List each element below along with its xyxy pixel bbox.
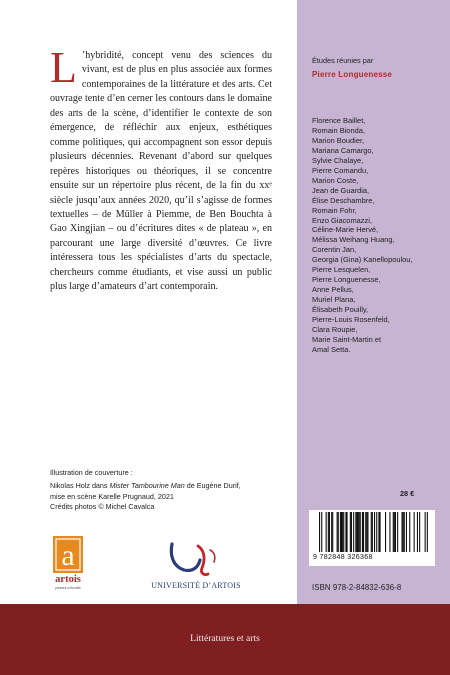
barcode-bar [356,512,357,552]
contributor-item: Pierre Longuenesse, [312,275,381,285]
barcode-bar [427,512,428,552]
barcode-bar [378,512,379,552]
barcode-bar [338,512,339,552]
contributor-item: Marion Coste, [312,175,359,185]
barcode-bar [360,512,361,552]
barcode-bar [374,512,375,552]
barcode-bar [404,512,405,552]
barcode [309,510,435,566]
barcode-bar [366,512,367,552]
back-cover-blurb [50,43,272,295]
contributor-item: Corentin Jan, [312,245,357,255]
credits-line-1 [50,481,280,491]
barcode-bar [406,512,407,552]
barcode-bar [389,512,390,552]
drop-cap: L [50,43,77,92]
contributors-list [312,116,450,355]
barcode-bar [402,512,403,552]
contributor-item: Anne Pellus, [312,285,354,295]
barcode-bar [340,512,341,552]
contributor-item: Pierre Comandu, [312,165,369,175]
contributor-item: Pierre Lesquelen, [312,265,371,275]
barcode-bar [385,512,386,552]
contributor-item: Sylvie Chalaye, [312,155,364,165]
barcode-bar [376,512,377,552]
barcode-bar [425,512,426,552]
barcode-bar [358,512,359,552]
barcode-bar [417,512,418,552]
barcode-digits: 9 782848 326368 [313,554,373,561]
barcode-bar [353,512,354,552]
barcode-bar [343,512,344,552]
barcode-bar [409,512,410,552]
collection-name: Littératures et arts [190,633,260,644]
contributor-item: Amal Setta. [312,344,351,354]
contributor-item: Jean de Guardia, [312,185,370,195]
contributor-item: Muriel Plana, [312,295,356,305]
artois-logo-tagline: presses université [55,586,81,590]
barcode-bar [329,512,330,552]
barcode-bar [372,512,373,552]
univ-logo-red-accent [210,550,215,562]
barcode-bar [342,512,343,552]
barcode-bar [350,512,351,552]
barcode-bar [319,512,320,552]
credits-work-title: Mister Tambourine Man [109,481,185,491]
barcode-bar [355,512,356,552]
barcode-bar [414,512,415,552]
barcode-bar [395,512,396,552]
credits-line-1-prefix: Nikolas Holz dans [50,481,110,491]
artois-presses-logo [50,536,87,592]
barcode-bar [371,512,372,552]
contributor-item: Élise Deschambre, [312,195,375,205]
contributor-item: Marion Boudier, [312,135,365,145]
barcode-bar [337,512,338,552]
barcode-bar [394,512,395,552]
contributor-item: Romain Bionda, [312,125,365,135]
price: 28 € [400,489,415,498]
barcode-bar [331,512,332,552]
barcode-bar [397,512,398,552]
univ-logo-blue-stroke [171,544,200,571]
barcode-bar [365,512,366,552]
contributor-item: Florence Baillet, [312,116,366,125]
credits-line-1-suffix: de Eugène Durif, [184,481,241,491]
contributor-item: Clara Roupie, [312,325,358,335]
barcode-bars [309,510,435,554]
cover-illustration-credits [50,468,280,512]
barcode-bar [403,512,404,552]
barcode-bar [393,512,394,552]
barcode-bar [351,512,352,552]
barcode-bar [362,512,363,552]
artois-logo-wordmark: artois [55,574,81,585]
contributor-item: Céline-Marie Hervé, [312,225,379,235]
contributor-item: Pierre-Louis Rosenfeld, [312,315,390,325]
barcode-bar [359,512,360,552]
barcode-bar [341,512,342,552]
contributor-item: Mariana Camargo, [312,145,374,155]
edited-by-label: Études réunies par [312,56,374,65]
barcode-bar [321,512,322,552]
contributor-item: Marie Saint-Martin et [312,334,382,344]
barcode-bar [326,512,327,552]
photo-credits: Crédits photos © Michel Cavalca [50,501,155,511]
isbn: ISBN 978-2-84832-636-8 [312,583,402,592]
barcode-bar [363,512,364,552]
contributor-item: Georgia (Gina) Kanellopoulou, [312,255,413,265]
artois-logo-letter: a [61,539,75,572]
barcode-bar [328,512,329,552]
blurb-text: ’hybridité, concept venu des sciences du vivant, est de plus en plus associée aux formes contemporaines de la littérature et des arts. Cet ouvrage tente d’en cerner les contours dans le domaine des arts de la scène, d’identifier le contexte de son émergence, de réfléchir aux enjeux, esthétiques comme politiques, qui accompagnent son essor depuis plusieurs décennies. Revenant d’abord sur quelques repères historiques ou théoriques, il se concentre ensuite sur un répertoire plus récent, de la fin du xxᵉ siècle jusqu’aux années 2020, qu’il s’agisse de formes textuelles – de Müller à Piemme, de Ben Bouchta à Gao Xingjian – ou d’écritures dites « de plateau », en parcourant une large diversité d’œuvres. Ce livre intéressera tous les spécialistes d’arts du spectacle, chercheurs comme étudiants, et vise aussi un public plus large d’amateurs d’art contemporain. [50,50,272,293]
university-name: UNIVERSITÉ D’ARTOIS [151,581,241,590]
barcode-bar [345,512,346,552]
credits-line-2: mise en scène Karelle Prugnaud, 2021 [50,491,174,501]
contributor-item: Romain Fohr, [312,205,357,215]
barcode-bar [332,512,333,552]
barcode-bar [347,512,348,552]
barcode-bar [367,512,368,552]
contributor-item: Mélissa Weihang Huang, [312,235,395,245]
contributor-item: Enzo Giacomazzi, [312,215,372,225]
credits-heading: Illustration de couverture : [50,468,133,477]
editor-name: Pierre Longuenesse [312,70,393,79]
barcode-bar [419,512,420,552]
barcode-bar [380,512,381,552]
contributor-item: Élisabeth Pouilly, [312,305,369,315]
